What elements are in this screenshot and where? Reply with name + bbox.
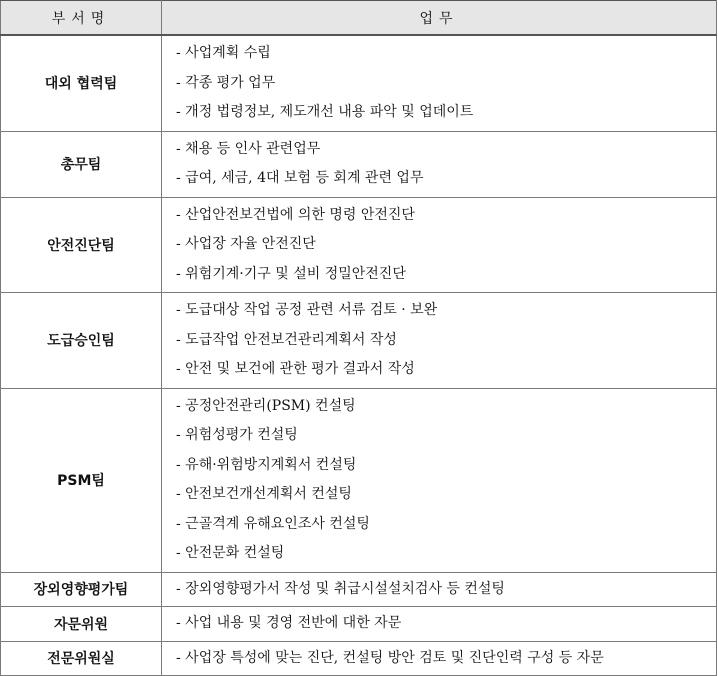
duty-list bbox=[162, 198, 716, 293]
duty-item: - 사업 내용 및 경영 전반에 대한 자문 bbox=[176, 615, 402, 631]
duty-item: - 도급작업 안전보건관리계획서 작성 bbox=[176, 331, 397, 348]
duty-item: - 사업계획 수립 bbox=[176, 45, 271, 61]
duty-item: - 유해·위험방지계획서 컨설팅 bbox=[176, 456, 357, 473]
duty-item: - 산업안전보건법에 의한 명령 안전진단 bbox=[176, 206, 415, 223]
duty-list bbox=[162, 132, 716, 197]
duty-item: - 공정안전관리(PSM) 컨설팅 bbox=[176, 397, 356, 414]
duty-item: - 위험기계·기구 및 설비 정밀안전진단 bbox=[176, 265, 406, 282]
duty-item: - 근골격계 유해요인조사 컨설팅 bbox=[176, 515, 370, 532]
duty-item: - 안전보건개선계획서 컨설팅 bbox=[176, 486, 352, 502]
duty-column-header: 업무 bbox=[162, 1, 717, 36]
table-row bbox=[1, 607, 717, 642]
duty-list bbox=[162, 293, 716, 388]
duty-item: - 사업장 특성에 맞는 진단, 컨설팅 방안 검토 및 진단인력 구성 등 자문 bbox=[176, 649, 604, 666]
duty-item: - 도급대상 작업 공정 관련 서류 검토 · 보완 bbox=[176, 302, 438, 318]
dept-name: 전문위원실 bbox=[1, 641, 162, 676]
duty-list bbox=[162, 573, 716, 607]
duty-item: - 급여, 세금, 4대 보험 등 회계 관련 업무 bbox=[176, 170, 424, 186]
dept-name: 자문위원 bbox=[1, 607, 162, 642]
table-row bbox=[1, 293, 717, 389]
duty-item: - 위험성평가 컨설팅 bbox=[176, 427, 298, 443]
table-row bbox=[1, 197, 717, 293]
duty-item: - 안전문화 컨설팅 bbox=[176, 545, 285, 561]
table-row bbox=[1, 131, 717, 197]
duty-list bbox=[162, 607, 716, 641]
duty-list bbox=[162, 36, 716, 131]
duty-item: - 장외영향평가서 작성 및 취급시설설치검사 등 컨설팅 bbox=[176, 580, 505, 597]
table-row bbox=[1, 35, 717, 131]
dept-name: 대외 협력팀 bbox=[1, 35, 162, 131]
table-header-row bbox=[1, 1, 717, 36]
table-row bbox=[1, 572, 717, 607]
dept-name: 총무팀 bbox=[1, 131, 162, 197]
dept-name: 도급승인팀 bbox=[1, 293, 162, 389]
dept-name: PSM팀 bbox=[1, 388, 162, 572]
duty-item: - 각종 평가 업무 bbox=[176, 74, 276, 91]
dept-column-header: 부서명 bbox=[1, 1, 162, 36]
duty-item: - 안전 및 보건에 관한 평가 결과서 작성 bbox=[176, 361, 415, 377]
table-row bbox=[1, 388, 717, 572]
dept-name: 장외영향평가팀 bbox=[1, 572, 162, 607]
dept-name: 안전진단팀 bbox=[1, 197, 162, 293]
duty-item: - 사업장 자율 안전진단 bbox=[176, 236, 316, 252]
table-row bbox=[1, 641, 717, 676]
duty-list bbox=[162, 389, 716, 572]
duty-list bbox=[162, 642, 716, 676]
duty-item: - 채용 등 인사 관련업무 bbox=[176, 140, 321, 157]
duty-item: - 개정 법령정보, 제도개선 내용 파악 및 업데이트 bbox=[176, 104, 474, 120]
